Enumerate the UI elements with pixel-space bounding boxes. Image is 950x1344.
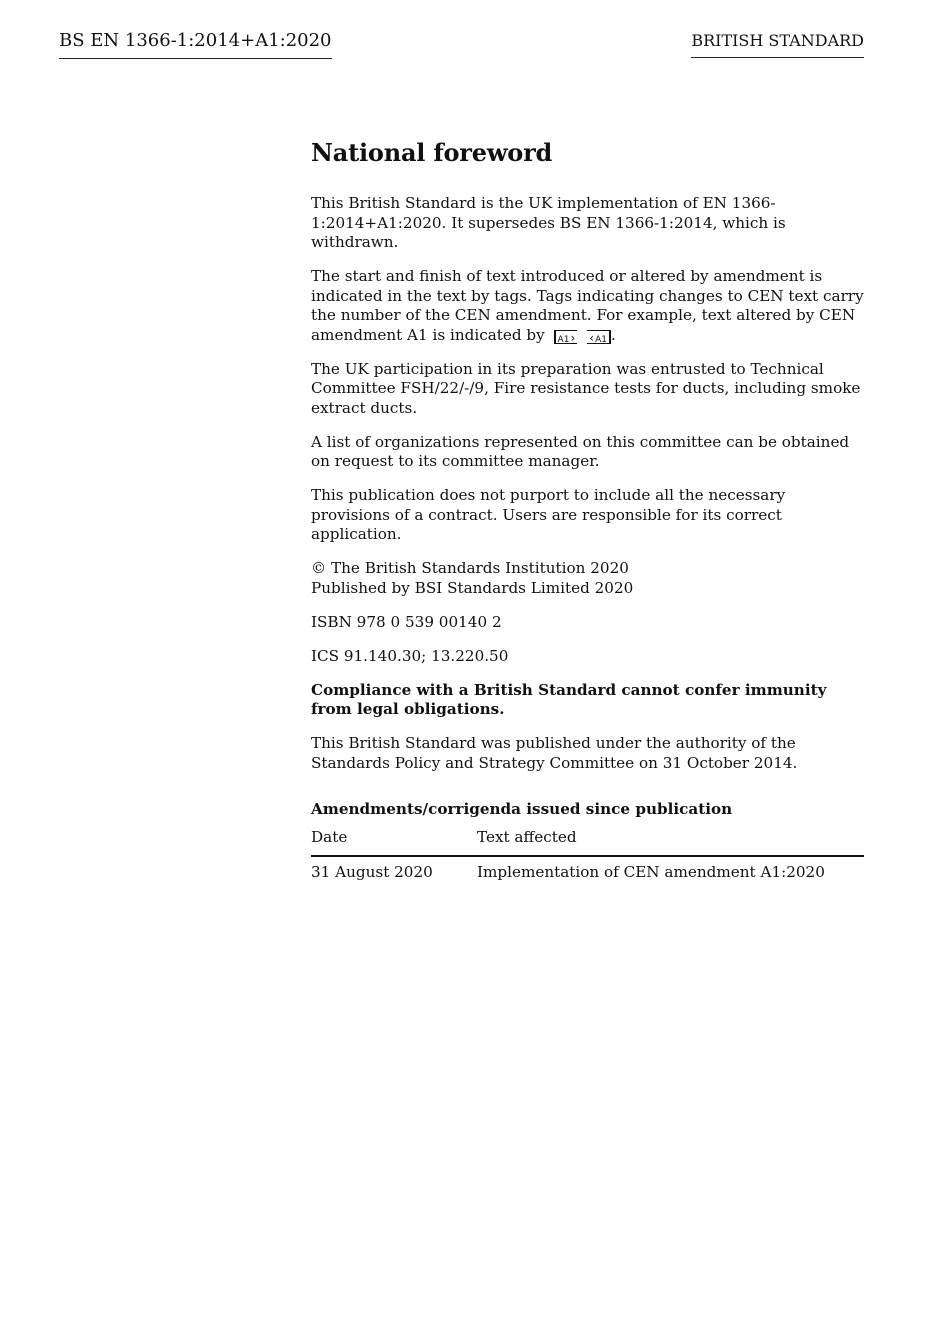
- copyright-line: © The British Standards Institution 2020: [311, 559, 629, 577]
- authority-paragraph: This British Standard was published under the authority of the Standards Policy and Strategy Committee on 31 October 2014.: [311, 734, 798, 772]
- implementation-paragraph: This British Standard is the UK implementation of EN 1366-1:2014+A1:2020. It supersedes BS EN 1366-1:2014, which is withdrawn.: [311, 194, 786, 251]
- amendment-tags-text: The start and finish of text introduced or altered by amendment is indicated in the text by tags. Tags indicating changes to CEN text carry the number of the CEN amendment. For example, text altered by CEN amendment A1 is indicated by: [311, 267, 864, 344]
- amendment-tags-paragraph: [311, 267, 865, 345]
- amendment-date-cell: 31 August 2020: [311, 863, 433, 881]
- provisions-paragraph: This publication does not purport to include all the necessary provisions of a contract. Users are responsible for its correct application.: [311, 486, 786, 543]
- committee-paragraph: The UK participation in its preparation was entrusted to Technical Committee FSH/22/-/9, Fire resistance tests for ducts, including smoke extract ducts.: [311, 359, 861, 417]
- organizations-paragraph: A list of organizations represented on this committee can be obtained on request to its committee manager.: [311, 432, 850, 470]
- publisher-line: Published by BSI Standards Limited 2020: [311, 578, 634, 597]
- header-series-label: BRITISH STANDARD: [691, 31, 864, 58]
- column-header-text-affected: Text affected: [477, 827, 864, 856]
- amendments-title: Amendments/corrigenda issued since publication: [311, 800, 733, 818]
- header-document-code: BS EN 1366-1:2014+A1:2020: [59, 30, 332, 59]
- amendments-header-row: [311, 827, 864, 856]
- amendment-text-cell: Implementation of CEN amendment A1:2020: [477, 863, 825, 881]
- amendment-tags-end: .: [610, 325, 616, 344]
- foreword-content: [311, 138, 865, 882]
- copyright-block: [311, 559, 865, 598]
- ics-line: ICS 91.140.30; 13.220.50: [311, 646, 509, 665]
- column-header-date: Date: [311, 827, 477, 856]
- amendment-open-tag-icon: A1 ›: [554, 330, 578, 344]
- table-row: [311, 856, 864, 882]
- amendment-close-tag-icon: ‹ A1: [587, 330, 611, 344]
- amendments-table: [311, 827, 864, 882]
- page-title: National foreword: [311, 138, 553, 167]
- compliance-statement: Compliance with a British Standard cannot confer immunity from legal obligations.: [311, 680, 827, 718]
- isbn-line: ISBN 978 0 539 00140 2: [311, 612, 502, 631]
